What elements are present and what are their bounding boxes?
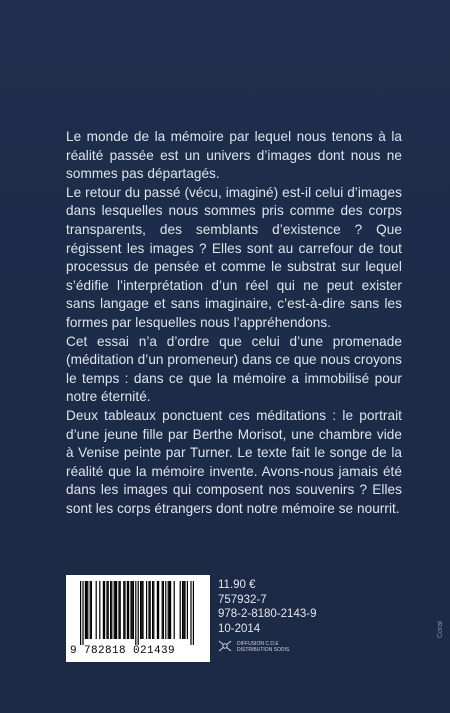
barcode-bar (165, 581, 166, 639)
paragraph-3: Cet essai n’a d’ordre que celui d’une promenade (méditation d’un promeneur) dans ce que nous croyons le temps : dans ce que la mémoire a immobilisé pour notre éternité. (66, 333, 402, 405)
product-code: 757932-7 (218, 593, 267, 606)
barcode-bar (162, 581, 163, 639)
distribution-logo-icon (218, 640, 232, 654)
publication-date: 10-2014 (218, 622, 261, 635)
barcode-bar (187, 581, 188, 639)
barcode-bar (140, 581, 141, 639)
barcode-bar (170, 581, 171, 639)
barcode-bar (114, 581, 115, 639)
isbn: 978-2-8180-2143-9 (218, 608, 317, 620)
barcode-bar (193, 581, 194, 645)
barcode-bar (132, 581, 133, 639)
barcode-bar (174, 581, 175, 639)
back-cover-text (66, 128, 402, 518)
barcode-bar (124, 581, 125, 639)
barcode (66, 575, 210, 662)
barcode-bar (190, 581, 191, 645)
barcode-bar (135, 581, 136, 645)
barcode-bar (183, 581, 184, 639)
barcode-bar (184, 581, 185, 639)
distributor-line-1: DIFFUSION C.D.E (237, 641, 279, 647)
barcode-bar (168, 581, 169, 639)
barcode-bar (163, 581, 164, 639)
barcode-bars (66, 575, 210, 647)
distributor (218, 640, 289, 654)
barcode-bar (104, 581, 105, 639)
price: 11.90 € (218, 579, 256, 591)
barcode-bar (157, 581, 158, 639)
barcode-bar (90, 581, 91, 639)
cover-credit: Corat (437, 620, 444, 638)
barcode-bar (180, 581, 181, 639)
paragraph-4: Deux tableaux ponctuent ces méditations : le portrait d’une jeune fille par Berthe Morisot, une chambre vide à Venise peinte par Turner. Le texte fait le songe de la réalité que la mémoire invente. Avons-nous jamais été dans les images qui composent nos souvenirs ? Elles sont les corps étrangers dont notre mémoire se nourrit. (66, 407, 402, 516)
barcode-bar (106, 581, 107, 639)
barcode-bar (123, 581, 124, 639)
barcode-bar (111, 581, 112, 639)
barcode-bar (120, 581, 121, 639)
barcode-bar (169, 581, 170, 639)
barcode-bar (108, 581, 109, 639)
barcode-bar (133, 581, 134, 639)
barcode-bar (146, 581, 147, 639)
barcode-bar (115, 581, 116, 639)
paragraph-2: Le retour du passé (vécu, imaginé) est-il celui d’images dans lesquelles nous sommes pris comme des corps transparents, des semblants d’existence ? Que régissent les images ? Elles sont au carrefour de tout processus de pensée et comme le substrat sur lequel s’édifie l’interprétation d’un réel qui ne peut exister sans langage et sans imaginaire, c’est-à-dire sans les formes par lesquelles nous l’appréhendons. (66, 184, 402, 330)
barcode-bar (150, 581, 151, 639)
barcode-bar (110, 581, 111, 639)
barcode-bar (148, 581, 149, 639)
distributor-line-2: DISTRIBUTION SODIS (237, 647, 290, 653)
barcode-bar (158, 581, 159, 639)
barcode-bar (182, 581, 183, 639)
barcode-bar (87, 581, 88, 639)
barcode-bar (82, 581, 83, 645)
barcode-bar (91, 581, 92, 639)
book-info (218, 578, 316, 636)
barcode-bar (128, 581, 129, 639)
barcode-bar (118, 581, 119, 639)
barcode-bar (152, 581, 153, 639)
barcode-bar (103, 581, 104, 639)
barcode-bar (130, 581, 131, 639)
barcode-bar (96, 581, 97, 639)
paragraph-1: Le monde de la mémoire par lequel nous tenons à la réalité passée est un univers d’images dont nous ne sommes pas départagés. (66, 129, 402, 182)
barcode-bar (99, 581, 100, 639)
barcode-digits: 9 782818 021439 (70, 645, 176, 657)
barcode-bar (80, 581, 81, 645)
barcode-bar (142, 581, 143, 639)
barcode-bar (138, 581, 139, 645)
barcode-bar (85, 581, 86, 639)
barcode-bar (86, 581, 87, 639)
barcode-bar (153, 581, 154, 639)
barcode-bar (141, 581, 142, 639)
barcode-bar (127, 581, 128, 639)
barcode-bar (116, 581, 117, 639)
